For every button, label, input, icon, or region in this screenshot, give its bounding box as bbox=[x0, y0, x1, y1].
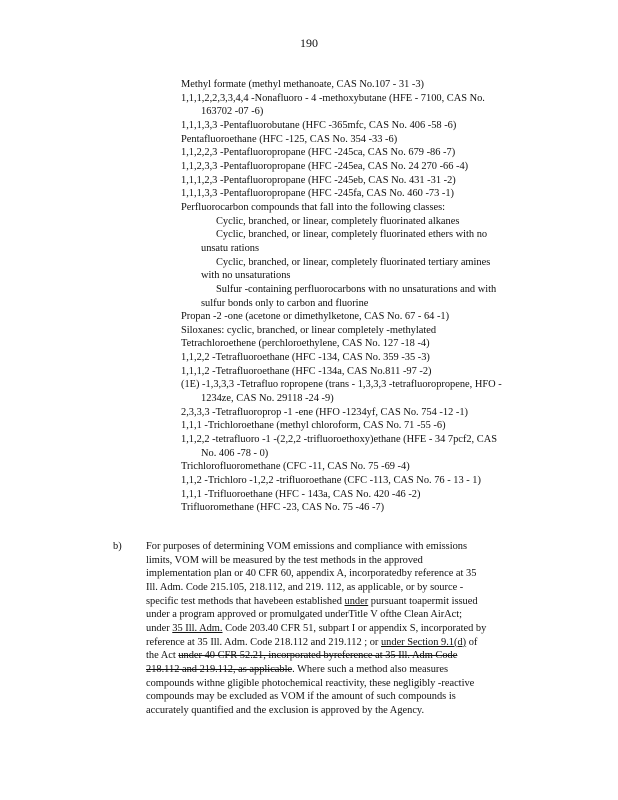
paragraph-line bbox=[146, 677, 551, 691]
paragraph-body bbox=[146, 540, 551, 718]
compound-line: sulfur bonds only to carbon and fluorine bbox=[201, 297, 369, 309]
text-run: Code 203.40 CFR 51, subpart I or appendix S, incorporated by bbox=[222, 622, 487, 634]
compound-line: 1,1,1,3,3 -Pentafluorobutane (HFC -365mfc, CAS No. 406 -58 -6) bbox=[181, 119, 457, 131]
paragraph-line bbox=[146, 540, 551, 554]
exempt-compound-list bbox=[181, 78, 561, 515]
paragraph-line bbox=[146, 690, 551, 704]
compound-line: 1,1,1,3,3 -Pentafluoropropane (HFC -245fa, CAS No. 460 -73 -1) bbox=[181, 188, 455, 200]
paragraph-line bbox=[146, 581, 551, 595]
compound-line: 1,1,2,2 -Tetrafluoroethane (HFC -134, CAS No. 359 -35 -3) bbox=[181, 352, 430, 364]
compound-line: Methyl formate (methyl methanoate, CAS No.107 - 31 -3) bbox=[181, 79, 424, 90]
text-run: specific test methods that havebeen established bbox=[146, 595, 345, 607]
compound-line: Pentafluoroethane (HFC -125, CAS No. 354 -33 -6) bbox=[181, 133, 398, 145]
text-run: compounds withne gligible photochemical reactivity, these negligibly -reactive bbox=[146, 677, 475, 689]
paragraph-line bbox=[146, 704, 551, 718]
compound-line: 1,1,1,2,3 -Pentafluoropropane (HFC -245eb, CAS No. 431 -31 -2) bbox=[181, 174, 456, 186]
compound-line: Cyclic, branched, or linear, completely fluorinated ethers with no bbox=[216, 229, 488, 241]
compound-line: Trichlorofluoromethane (CFC -11, CAS No. 75 -69 -4) bbox=[181, 461, 410, 473]
paragraph-line bbox=[146, 567, 551, 581]
text-run: compounds may be excluded as VOM if the amount of such compounds is bbox=[146, 691, 456, 703]
compound-line: No. 406 -78 - 0) bbox=[201, 447, 269, 459]
text-run: accurately quantified and the exclusion is approved by the Agency. bbox=[146, 704, 425, 716]
compound-line: Cyclic, branched, or linear, completely fluorinated alkanes bbox=[216, 215, 460, 227]
compound-line: Cyclic, branched, or linear, completely fluorinated tertiary amines bbox=[216, 256, 491, 268]
text-run: Ill. Adm. Code 215.105, 218.112, and 219. 112, as applicable, or by source - bbox=[146, 581, 464, 593]
compound-line: 1,1,1 -Trifluoroethane (HFC - 143a, CAS No. 420 -46 -2) bbox=[181, 488, 421, 500]
text-run: under a program approved or promulgated underTitle V ofthe Clean AirAct; bbox=[146, 609, 463, 621]
compound-line: 1,1,1,2,2,3,3,4,4 -Nonafluoro - 4 -methoxybutane (HFE - 7100, CAS No. bbox=[181, 92, 485, 104]
text-run: implementation plan or 40 CFR 60, appendix A, incorporatedby reference at 35 bbox=[146, 568, 477, 580]
text-run: reference at 35 Ill. Adm. Code 218.112 and 219.112 ; or bbox=[146, 636, 381, 648]
deleted-text: 218.112 and 219.112, as applicable bbox=[146, 663, 293, 675]
text-run: pursuant toapermit issued bbox=[368, 595, 478, 607]
compound-line: Propan -2 -one (acetone or dimethylketone, CAS No. 67 - 64 -1) bbox=[181, 311, 450, 323]
compound-line: 1234ze, CAS No. 29118 -24 -9) bbox=[201, 393, 334, 405]
compound-line: Sulfur -containing perfluorocarbons with no unsaturations and with bbox=[216, 283, 497, 295]
compound-line: with no unsaturations bbox=[201, 270, 291, 282]
paragraph-line bbox=[146, 608, 551, 622]
compound-line: 1,1,2,2 -tetrafluoro -1 -(2,2,2 -trifluoroethoxy)ethane (HFE - 34 7pcf2, CAS bbox=[181, 434, 497, 446]
compound-line: Tetrachloroethene (perchloroethylene, CAS No. 127 -18 -4) bbox=[181, 338, 430, 350]
paragraph-line bbox=[146, 636, 551, 650]
paragraph-line bbox=[146, 622, 551, 636]
inserted-text: under Section 9.1(d) bbox=[380, 636, 467, 648]
compound-line: (1E) -1,3,3,3 -Tetrafluo ropropene (trans - 1,3,3,3 -tetrafluoropropene, HFO - bbox=[181, 379, 502, 391]
inserted-text: under bbox=[344, 595, 369, 607]
compound-line: 1,1,2,3,3 -Pentafluoropropane (HFC -245ea, CAS No. 24 270 -66 -4) bbox=[181, 160, 469, 172]
compound-line: 1,1,2,2,3 -Pentafluoropropane (HFC -245ca, CAS No. 679 -86 -7) bbox=[181, 147, 456, 159]
paragraph-line bbox=[146, 649, 551, 663]
page-number: 190 bbox=[300, 36, 318, 50]
compound-line: 1,1,1 -Trichloroethane (methyl chloroform, CAS No. 71 -55 -6) bbox=[181, 420, 446, 432]
text-run: of bbox=[466, 636, 478, 648]
paragraph-line bbox=[146, 663, 551, 677]
compound-line: 163702 -07 -6) bbox=[201, 106, 264, 118]
text-run: . Where such a method also measures bbox=[292, 663, 449, 675]
text-run: For purposes of determining VOM emissions and compliance with emissions bbox=[146, 541, 468, 552]
text-run: the Act bbox=[146, 650, 179, 662]
text-run: limits, VOM will be measured by the test methods in the approved bbox=[146, 554, 423, 566]
paragraph-label: b) bbox=[113, 541, 122, 552]
compound-line: 1,1,1,2 -Tetrafluoroethane (HFC -134a, CAS No.811 -97 -2) bbox=[181, 365, 432, 377]
text-run: under bbox=[146, 622, 173, 634]
compound-line: unsatu rations bbox=[201, 242, 260, 254]
compound-line: 2,3,3,3 -Tetrafluoroprop -1 -ene (HFO -1234yf, CAS No. 754 -12 -1) bbox=[181, 406, 468, 418]
compound-line: 1,1,2 -Trichloro -1,2,2 -trifluoroethane (CFC -113, CAS No. 76 - 13 - 1) bbox=[181, 475, 481, 487]
paragraph-line bbox=[146, 554, 551, 568]
inserted-text: 35 Ill. Adm. bbox=[172, 622, 223, 634]
compound-line: Trifluoromethane (HFC -23, CAS No. 75 -46 -7) bbox=[181, 502, 385, 514]
compound-line: Siloxanes: cyclic, branched, or linear completely -methylated bbox=[181, 324, 437, 336]
deleted-text: under 40 CFR 52.21, incorporated byreference at 35 Ill. Adm Code bbox=[178, 650, 458, 662]
paragraph-line bbox=[146, 595, 551, 609]
compound-line: Perfluorocarbon compounds that fall into the following classes: bbox=[181, 201, 446, 213]
